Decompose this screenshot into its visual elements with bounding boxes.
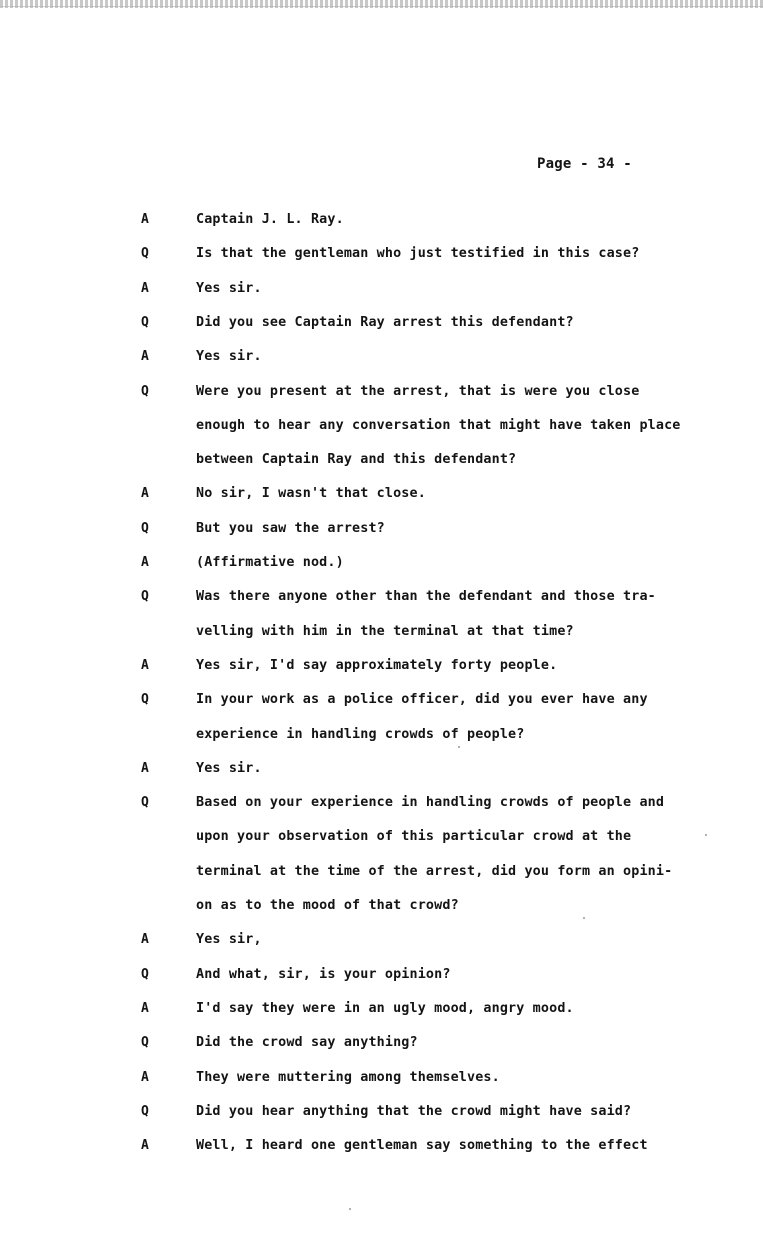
question-marker: Q: [141, 246, 149, 261]
question-line: [0, 795, 763, 815]
testimony-text: But you saw the arrest?: [196, 521, 385, 536]
answer-marker: A: [141, 1001, 149, 1016]
scan-speck: [583, 917, 585, 919]
answer-marker: A: [141, 932, 149, 947]
question-line: [0, 1035, 763, 1055]
answer-line: [0, 349, 763, 369]
testimony-text: enough to hear any conversation that might have taken place: [196, 418, 681, 433]
answer-marker: A: [141, 486, 149, 501]
testimony-text: Did you see Captain Ray arrest this defendant?: [196, 315, 574, 330]
question-line: [0, 384, 763, 404]
scan-speck: [458, 746, 460, 748]
question-marker: Q: [141, 1035, 149, 1050]
answer-line: [0, 486, 763, 506]
testimony-text: Did the crowd say anything?: [196, 1035, 418, 1050]
testimony-text: (Affirmative nod.): [196, 555, 344, 570]
answer-line: [0, 1001, 763, 1021]
question-marker: Q: [141, 521, 149, 536]
question-marker: Q: [141, 795, 149, 810]
answer-marker: A: [141, 212, 149, 227]
testimony-text: I'd say they were in an ugly mood, angry mood.: [196, 1001, 574, 1016]
question-marker: Q: [141, 967, 149, 982]
testimony-text: upon your observation of this particular crowd at the: [196, 829, 632, 844]
question-line: [0, 727, 763, 747]
question-line: [0, 246, 763, 266]
question-line: [0, 418, 763, 438]
scan-speck: [349, 1208, 351, 1210]
testimony-text: No sir, I wasn't that close.: [196, 486, 426, 501]
answer-line: [0, 761, 763, 781]
question-line: [0, 521, 763, 541]
answer-line: [0, 555, 763, 575]
testimony-text: Yes sir.: [196, 281, 262, 296]
question-line: [0, 589, 763, 609]
question-line: [0, 829, 763, 849]
testimony-text: between Captain Ray and this defendant?: [196, 452, 517, 467]
testimony-text: on as to the mood of that crowd?: [196, 898, 459, 913]
testimony-text: Yes sir,: [196, 932, 262, 947]
question-line: [0, 452, 763, 472]
question-marker: Q: [141, 384, 149, 399]
answer-line: [0, 932, 763, 952]
testimony-text: terminal at the time of the arrest, did you form an opini-: [196, 864, 673, 879]
answer-line: [0, 212, 763, 232]
question-line: [0, 692, 763, 712]
question-line: [0, 315, 763, 335]
question-marker: Q: [141, 1104, 149, 1119]
testimony-text: Were you present at the arrest, that is were you close: [196, 384, 640, 399]
answer-marker: A: [141, 1138, 149, 1153]
question-line: [0, 864, 763, 884]
answer-line: [0, 281, 763, 301]
testimony-text: Well, I heard one gentleman say something to the effect: [196, 1138, 648, 1153]
question-line: [0, 898, 763, 918]
answer-marker: A: [141, 281, 149, 296]
testimony-text: Yes sir.: [196, 349, 262, 364]
testimony-text: Was there anyone other than the defendant and those tra-: [196, 589, 656, 604]
testimony-text: And what, sir, is your opinion?: [196, 967, 451, 982]
answer-line: [0, 1138, 763, 1158]
testimony-text: In your work as a police officer, did you ever have any: [196, 692, 648, 707]
question-marker: Q: [141, 315, 149, 330]
testimony-text: Captain J. L. Ray.: [196, 212, 344, 227]
testimony-text: Yes sir.: [196, 761, 262, 776]
testimony-text: Is that the gentleman who just testified in this case?: [196, 246, 640, 261]
answer-marker: A: [141, 658, 149, 673]
scan-speck: [705, 834, 707, 836]
question-line: [0, 1104, 763, 1124]
answer-marker: A: [141, 555, 149, 570]
testimony-text: They were muttering among themselves.: [196, 1070, 500, 1085]
answer-marker: A: [141, 349, 149, 364]
page-number: Page - 34 -: [537, 156, 632, 172]
testimony-text: Based on your experience in handling crowds of people and: [196, 795, 665, 810]
answer-line: [0, 658, 763, 678]
question-marker: Q: [141, 692, 149, 707]
testimony-text: velling with him in the terminal at that time?: [196, 624, 574, 639]
testimony-text: experience in handling crowds of people?: [196, 727, 525, 742]
testimony-text: Yes sir, I'd say approximately forty people.: [196, 658, 558, 673]
question-line: [0, 624, 763, 644]
answer-marker: A: [141, 761, 149, 776]
question-line: [0, 967, 763, 987]
question-marker: Q: [141, 589, 149, 604]
answer-marker: A: [141, 1070, 149, 1085]
answer-line: [0, 1070, 763, 1090]
testimony-text: Did you hear anything that the crowd might have said?: [196, 1104, 632, 1119]
